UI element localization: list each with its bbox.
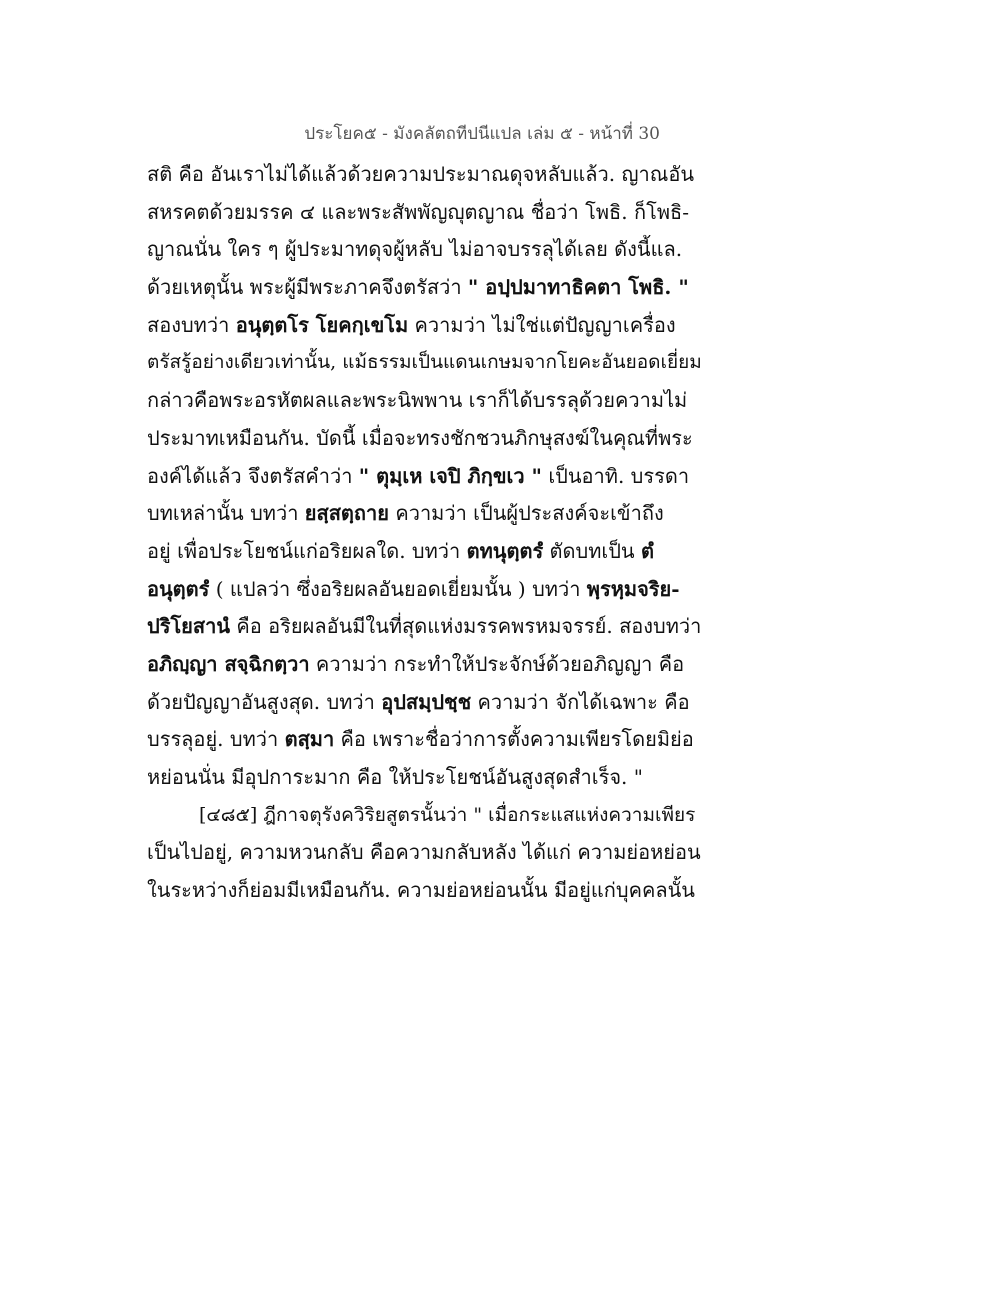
text-line [147, 458, 707, 496]
text-segment: ในระหว่างก็ย่อมมีเหมือนกัน. ความย่อหย่อนนั้น มีอยู่แก่บุคคลนั้น [147, 878, 695, 903]
text-line [147, 571, 707, 609]
text-segment: เป็นไปอยู่, ความหวนกลับ คือความกลับหลัง ได้แก่ ความย่อหย่อน [147, 840, 701, 865]
text-line [147, 269, 707, 307]
text-line [147, 344, 707, 382]
text-segment: ตรัสรู้อย่างเดียวเท่านั้น, แม้ธรรมเป็นแดนเกษมจากโยคะอันยอดเยี่ยม [147, 351, 702, 374]
text-line [147, 382, 707, 420]
text-segment: บรรลุอยู่. บทว่า [147, 727, 285, 752]
text-line [147, 420, 707, 458]
text-segment: คือ อริยผลอันมีในที่สุดแห่งมรรคพรหมจรรย์. สองบทว่า [230, 614, 702, 639]
text-line [147, 684, 707, 722]
text-line [147, 608, 707, 646]
text-segment: ตัดบทเป็น [543, 538, 641, 563]
text-segment: [๔๘๕] ฎีกาจตุรังควิริยสูตรนั้นว่า " เมื่อกระแสแห่งความเพียร [199, 803, 696, 826]
bold-term: พฺรหฺมจริย- [586, 576, 680, 601]
text-segment: เป็นอาทิ. บรรดา [541, 463, 690, 488]
text-segment: ความว่า ไม่ใช่แต่ปัญญาเครื่อง [408, 312, 676, 337]
text-segment: ความว่า เป็นผู้ประสงค์จะเข้าถึง [388, 501, 664, 526]
text-segment: องค์ได้แล้ว จึงตรัสคำว่า [147, 463, 359, 488]
text-line [147, 194, 707, 232]
text-line [147, 872, 707, 910]
text-line [147, 533, 707, 571]
text-segment: ความว่า กระทำให้ประจักษ์ด้วยอภิญญา คือ [309, 651, 685, 676]
text-segment: บทเหล่านั้น บทว่า [147, 501, 305, 526]
text-segment: หย่อนนั่น มีอุปการะมาก คือ ให้ประโยชน์อันสูงสุดสำเร็จ. " [147, 765, 643, 789]
text-segment: สหรคตด้วยมรรค ๔ และพระสัพพัญญุตญาณ ชื่อว่า โพธิ. ก็โพธิ- [147, 199, 689, 224]
text-line [147, 231, 707, 269]
bold-term: ตํ [640, 538, 654, 563]
bold-term: ยสฺสตฺถาย [304, 501, 389, 526]
text-segment: อยู่ เพื่อประโยชน์แก่อริยผลใด. บทว่า [147, 538, 467, 563]
bold-term: ตสฺมา [284, 727, 335, 752]
text-segment: ญาณนั่น ใคร ๆ ผู้ประมาทดุจผู้หลับ ไม่อาจบรรลุได้เลย ดังนี้แล. [147, 237, 683, 262]
text-line [147, 495, 707, 533]
text-segment: ความว่า จักได้เฉพาะ คือ [471, 689, 690, 714]
text-segment: ประมาทเหมือนกัน. บัดนี้ เมื่อจะทรงชักชวนภิกษุสงฆ์ในคุณที่พระ [147, 425, 693, 450]
text-segment: ( แปลว่า ซึ่งอริยผลอันยอดเยี่ยมนั้น ) บทว่า [209, 576, 587, 601]
body-text [147, 156, 707, 910]
bold-term: อนุตฺตโร โยคกฺเขโม [235, 312, 409, 337]
bold-term: " ตุมฺเห เจปิ ภิกฺขเว " [358, 463, 542, 488]
text-line [147, 156, 707, 194]
text-segment: ด้วยปัญญาอันสูงสุด. บทว่า [147, 689, 382, 714]
text-line [147, 307, 707, 345]
text-line [147, 646, 707, 684]
text-segment: สองบทว่า [147, 312, 236, 337]
bold-term: อนุตฺตรํ [147, 576, 210, 601]
bold-term: ตทนุตฺตรํ [466, 538, 544, 563]
text-line [147, 797, 707, 835]
page-header: ประโยค๕ - มังคลัตถทีปนีแปล เล่ม ๕ - หน้าที่ 30 [304, 124, 660, 144]
bold-term: อุปสมฺปชฺช [381, 689, 472, 714]
text-segment: ด้วยเหตุนั้น พระผู้มีพระภาคจึงตรัสว่า [147, 275, 468, 300]
text-segment: คือ เพราะชื่อว่าการตั้งความเพียรโดยมิย่อ [334, 727, 694, 752]
bold-term: " อปฺปมาทาธิคตา โพธิ. " [467, 275, 689, 300]
text-line [147, 721, 707, 759]
bold-term: อภิญฺญา สจฺฉิกตฺวา [147, 651, 310, 676]
text-line [147, 834, 707, 872]
bold-term: ปริโยสานํ [147, 614, 231, 639]
text-segment: สติ คือ อันเราไม่ได้แล้วด้วยความประมาณดุจหลับแล้ว. ญาณอัน [147, 162, 695, 186]
text-line [147, 759, 707, 797]
text-segment: กล่าวคือพระอรหัตผลและพระนิพพาน เราก็ได้บรรลุด้วยความไม่ [147, 388, 688, 413]
